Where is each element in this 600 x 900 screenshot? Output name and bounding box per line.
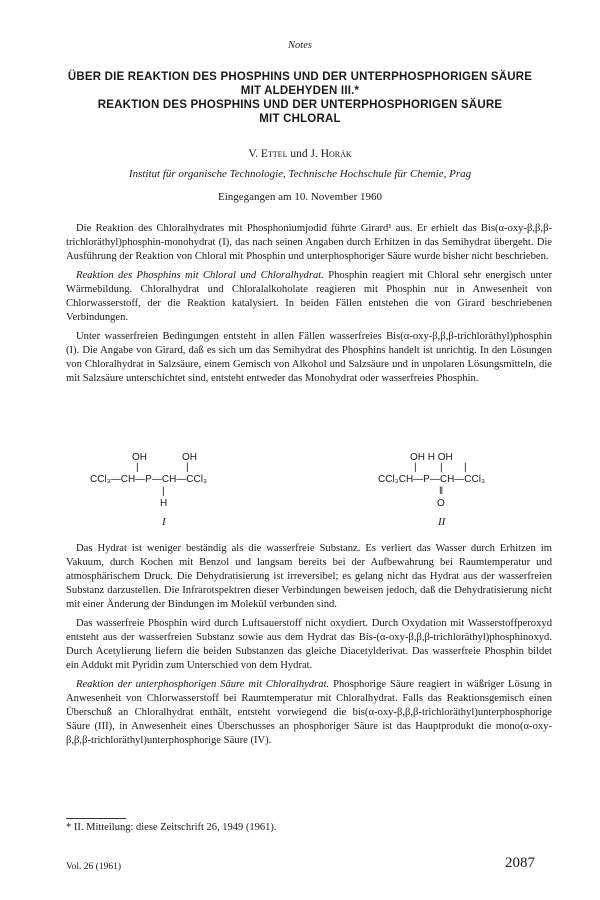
bond-vertical: | bbox=[414, 462, 417, 473]
compound-label: I bbox=[162, 516, 166, 528]
title-line: MIT CHLORAL bbox=[259, 113, 341, 125]
structure-chain: CCl₃—CH—P—CH—CCl₃ bbox=[90, 474, 208, 485]
section-heading: Reaktion des Phosphins mit Chloral und Chloralhydrat. bbox=[76, 270, 324, 281]
oh-label: OH bbox=[132, 452, 147, 463]
author-2: J. Horák bbox=[310, 148, 352, 160]
structure-II bbox=[378, 452, 558, 532]
bond-vertical: | bbox=[162, 486, 165, 497]
paragraph-text: Phosphorige Säure reagiert in wäßriger Lösung in Anwesenheit von Chlorwasserstoff bei Raumtemperatur mit Chloralhydrat. Falls das Reaktionsgemisch einen Überschuß an Chloralhydrat enthält, entsteht vorwiegend die bis(α-oxy-β,β,β-trichloräthyl)unterphosphorige Säure (III), in Anwesenheit eines Überschusses an phosphoriger Säure ist das Hauptprodukt die mono(α-oxy-β,β,β-trichloräthyl)unterphosphorige Säure (IV). bbox=[66, 679, 552, 746]
bond-vertical: | bbox=[440, 462, 443, 473]
o-label: O bbox=[437, 498, 445, 509]
title-line: REAKTION DES PHOSPHINS UND DER UNTERPHOSPHORIGEN SÄURE bbox=[97, 99, 503, 111]
received-date: Eingegangen am 10. November 1960 bbox=[217, 191, 383, 203]
bond-vertical: | bbox=[136, 462, 139, 473]
body-top bbox=[66, 222, 552, 391]
paragraph-4: Das Hydrat ist weniger beständig als die wasserfreie Substanz. Es verliert das Wasser durch Erhitzen im Vakuum, durch Kochen mit Benzol und langsam bereits bei der Aufbewahrung bei Raumtemperatur und atmosphärischem Druck. Die Dehydratisierung ist irreversibel; es gelang nicht das Hydrat aus der wasserfreien Substanz darzustellen. Die Infrarotspektren dieser Verbindungen beweisen jedoch, daß die Dehydratisierung nicht mit einer Änderung der Bindungen im Molekül verbunden sind. bbox=[66, 543, 552, 610]
paragraph-text: Phosphin reagiert mit Chloral sehr energisch unter Wärmebildung. Chloralhydrat und Chloralalkoholate reagieren mit Phosphin nur in Anwesenheit von Chlorwasserstoff, der die Reaktion katalysiert. In beiden Fällen entstehen die von Girard beschriebenen Verbindungen. bbox=[66, 270, 553, 323]
section-heading: Reaktion der unterphosphorigen Säure mit Chloralhydrat. bbox=[76, 679, 330, 690]
oh-label: OH bbox=[182, 452, 197, 463]
h-label: H bbox=[160, 498, 168, 509]
structure-I bbox=[90, 452, 270, 532]
top-groups: OH H OH bbox=[410, 452, 453, 463]
bond-double: ‖ bbox=[439, 486, 444, 497]
bond-vertical: | bbox=[186, 462, 189, 473]
author-1: V. Ettel bbox=[248, 148, 288, 160]
institute: Institut für organische Technologie, Technische Hochschule für Chemie, Prag bbox=[128, 168, 472, 180]
volume-info: Vol. 26 (1961) bbox=[66, 862, 121, 872]
structure-chain: CCl₃CH—P—CH—CCl₃ bbox=[378, 474, 486, 485]
paragraph-1: Die Reaktion des Chloralhydrates mit Phosphoniumjodid führte Girard¹ aus. Er erhielt das Bis(α-oxy-β,β,β-trichloräthyl)phosphin-monohydrat (I), das nach seinen Angaben durch Erhitzen in das Semihydrat übergeht. Die Ausführung der Reaktion von Chloral mit Phosphin und unterphosphoriger Säure wurde bisher nicht beschrieben. bbox=[66, 223, 552, 262]
compound-label: II bbox=[438, 516, 446, 528]
title-line: ÜBER DIE REAKTION DES PHOSPHINS UND DER UNTERPHOSPHORIGEN SÄURE bbox=[67, 71, 533, 83]
title-line: MIT ALDEHYDEN III.* bbox=[240, 85, 360, 97]
footnote: * II. Mitteilung: diese Zeitschrift 26, 1949 (1961). bbox=[66, 822, 277, 833]
body-bottom bbox=[66, 542, 552, 753]
paragraph-3: Unter wasserfreien Bedingungen entsteht in allen Fällen wasserfreies Bis(α-oxy-β,β,β-trichloräthyl)phosphin (I). Die Angabe von Girard, daß es sich um das Semihydrat des Phosphins handelt ist unrichtig. In den Lösungen von Chloralhydrat in Salzsäure, einem Gemisch von Alkohol und Salzsäure und in unpolaren Lösungsmitteln, die mit Salzsäure unterschichtet sind, entsteht entweder das Monohydrat oder wasserfreies Phosphin. bbox=[66, 331, 552, 384]
paragraph-6 bbox=[66, 678, 552, 748]
running-header: Notes bbox=[288, 40, 312, 51]
footnote-rule bbox=[66, 818, 126, 819]
bond-vertical: | bbox=[464, 462, 467, 473]
article-title bbox=[40, 70, 560, 126]
author-and: und bbox=[290, 148, 308, 160]
paragraph-2 bbox=[66, 269, 552, 325]
page-number: 2087 bbox=[505, 855, 535, 871]
paragraph-5: Das wasserfreie Phosphin wird durch Luftsauerstoff nicht oxydiert. Durch Oxydation mit Wasserstoffperoxyd entsteht aus der wasserfreien Substanz sowie aus dem Hydrat das Bis-(α-oxy-β,β,β-trichloräthyl)phosphinoxyd. Durch Acetylierung liefern die beiden Substanzen das gleiche Diacetylderivat. Das wasserfreie Phosphin bildet ein Addukt mit Pyridin zum Unterschied von dem Hydrat. bbox=[66, 618, 552, 671]
authors bbox=[0, 148, 600, 160]
